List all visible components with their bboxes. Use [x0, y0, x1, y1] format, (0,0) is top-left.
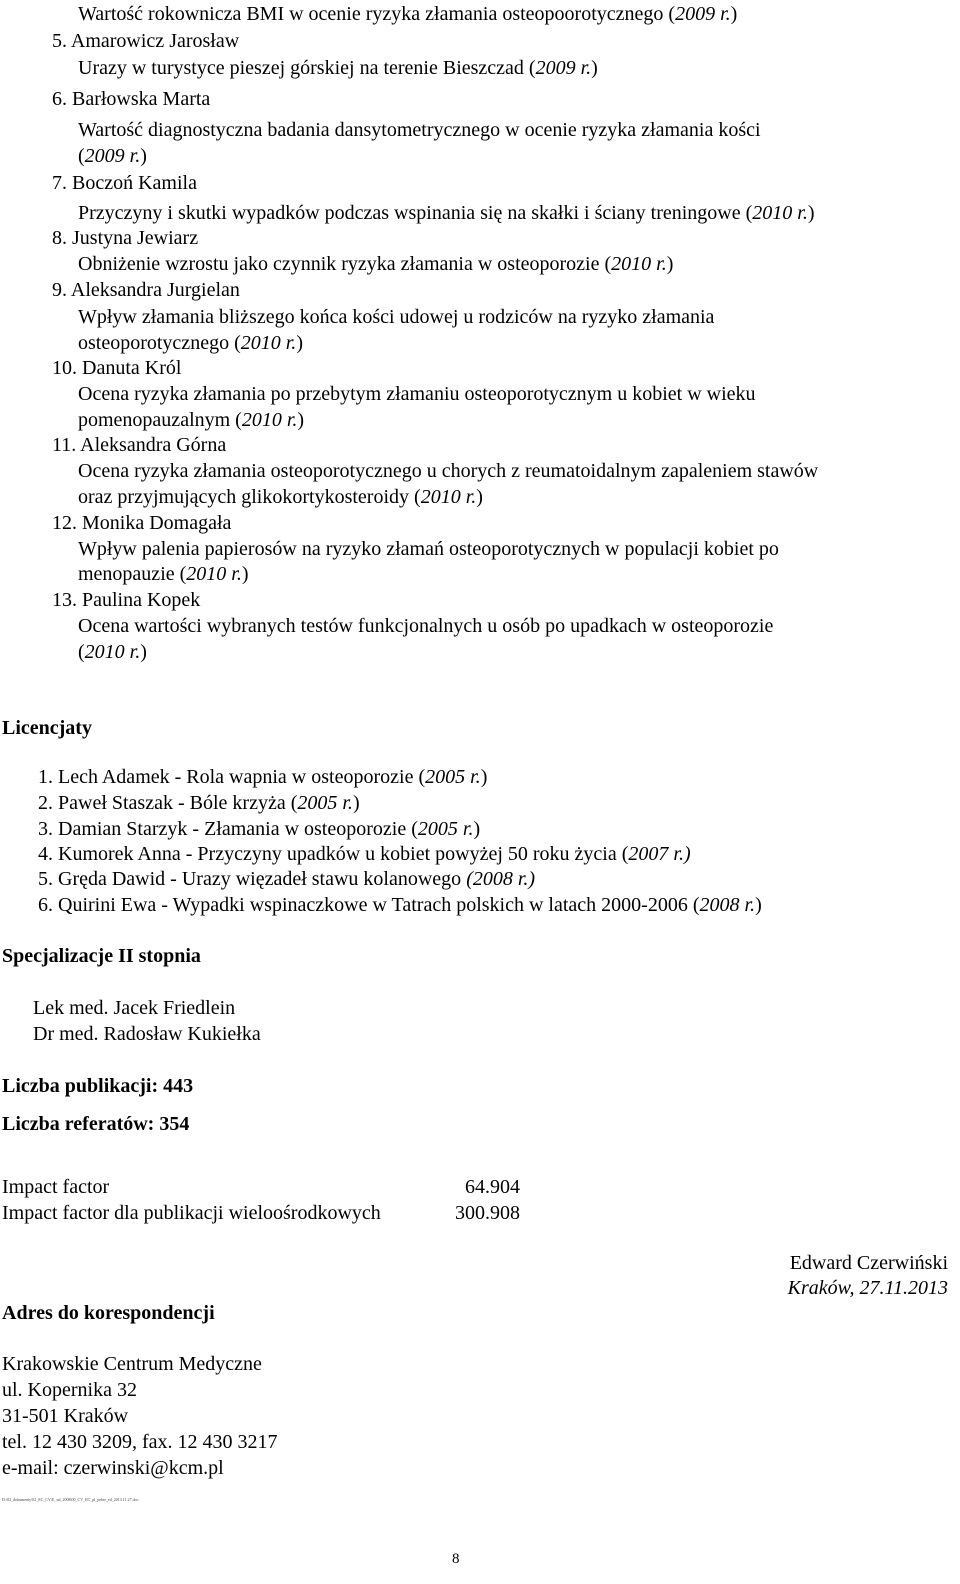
thesis-title: Ocena wartości wybranych testów funkcjonalnych u osób po upadkach w osteoporozie	[78, 615, 774, 637]
thesis-title: Obniżenie wzrostu jako czynnik ryzyka złamania w osteoporozie (2010 r.)	[78, 253, 674, 275]
thesis-author: 8. Justyna Jewiarz	[52, 227, 199, 249]
address-line: ul. Kopernika 32	[2, 1379, 137, 1401]
lectures-count: Liczba referatów: 354	[2, 1113, 190, 1135]
footer-file-path: D:\02_dokumenty\02_EC_CV\E_ud_2008\00_CV_EC_pl_pelne_ed_2013.11.27.doc	[2, 1497, 139, 1502]
list-item: Lek med. Jacek Friedlein	[33, 997, 236, 1019]
list-item: 4. Kumorek Anna - Przyczyny upadków u kobiet powyżej 50 roku życia (2007 r.)	[38, 843, 691, 865]
thesis-author: 6. Barłowska Marta	[52, 88, 211, 110]
thesis-title: Wartość diagnostyczna badania dansytometrycznego w ocenie ryzyka złamania kości	[78, 119, 761, 141]
thesis-author: 7. Boczoń Kamila	[52, 172, 197, 194]
list-item: 2. Paweł Staszak - Bóle krzyża (2005 r.)	[38, 792, 360, 814]
address-line: tel. 12 430 3209, fax. 12 430 3217	[2, 1431, 278, 1453]
signature-name: Edward Czerwiński	[789, 1252, 948, 1274]
thesis-title: Wpływ palenia papierosów na ryzyko złamań osteoporotycznych w populacji kobiet po	[78, 538, 779, 560]
impact-value: 300.908	[455, 1202, 520, 1224]
signature-place-date: Kraków, 27.11.2013	[787, 1277, 948, 1299]
thesis-title: Wpływ złamania bliższego końca kości udowej u rodziców na ryzyko złamania	[78, 306, 715, 328]
thesis-author: 11. Aleksandra Górna	[52, 434, 227, 456]
thesis-author: 10. Danuta Król	[52, 357, 182, 379]
page-number: 8	[452, 1551, 460, 1567]
list-item: 6. Quirini Ewa - Wypadki wspinaczkowe w Tatrach polskich w latach 2000-2006 (2008 r.)	[38, 894, 762, 916]
address-line: 31-501 Kraków	[2, 1405, 129, 1427]
publications-count: Liczba publikacji: 443	[2, 1075, 194, 1097]
thesis-title: Ocena ryzyka złamania osteoporotycznego u chorych z reumatoidalnym zapaleniem stawów	[78, 460, 819, 482]
thesis-title: Urazy w turystyce pieszej górskiej na terenie Bieszczad (2009 r.)	[78, 57, 598, 79]
thesis-author: 13. Paulina Kopek	[52, 589, 201, 611]
email-line: e-mail: czerwinski@kcm.pl	[2, 1457, 224, 1479]
thesis-author: 12. Monika Domagała	[52, 512, 232, 534]
impact-label: Impact factor	[2, 1176, 110, 1198]
thesis-line: Wartość rokownicza BMI w ocenie ryzyka złamania osteopoorotycznego (2009 r.)	[78, 3, 738, 25]
list-item: Dr med. Radosław Kukiełka	[33, 1023, 261, 1045]
thesis-year: (2010 r.)	[78, 641, 147, 663]
thesis-title: menopauzie (2010 r.)	[78, 563, 249, 585]
section-heading-licencjaty: Licencjaty	[2, 717, 92, 739]
list-item: 1. Lech Adamek - Rola wapnia w osteoporozie (2005 r.)	[38, 766, 488, 788]
list-item: 5. Gręda Dawid - Urazy więzadeł stawu kolanowego (2008 r.)	[38, 868, 536, 890]
impact-value: 64.904	[465, 1176, 520, 1198]
address-line: Krakowskie Centrum Medyczne	[2, 1353, 262, 1375]
thesis-title: pomenopauzalnym (2010 r.)	[78, 409, 305, 431]
thesis-title: oraz przyjmujących glikokortykosteroidy (2010 r.)	[78, 486, 483, 508]
impact-label: Impact factor dla publikacji wieloośrodkowych	[2, 1202, 381, 1224]
thesis-author: 5. Amarowicz Jarosław	[52, 30, 240, 52]
list-item: 3. Damian Starzyk - Złamania w osteoporozie (2005 r.)	[38, 818, 481, 840]
section-heading-specjalizacje: Specjalizacje II stopnia	[2, 945, 201, 967]
section-heading-address: Adres do korespondencji	[2, 1302, 215, 1324]
thesis-author: 9. Aleksandra Jurgielan	[52, 279, 240, 301]
thesis-title: Przyczyny i skutki wypadków podczas wspinania się na skałki i ściany treningowe (2010 r.)	[78, 202, 815, 224]
thesis-title: Ocena ryzyka złamania po przebytym złamaniu osteoporotycznym u kobiet w wieku	[78, 383, 756, 405]
thesis-year: (2009 r.)	[78, 145, 147, 167]
thesis-title: osteoporotycznego (2010 r.)	[78, 332, 303, 354]
